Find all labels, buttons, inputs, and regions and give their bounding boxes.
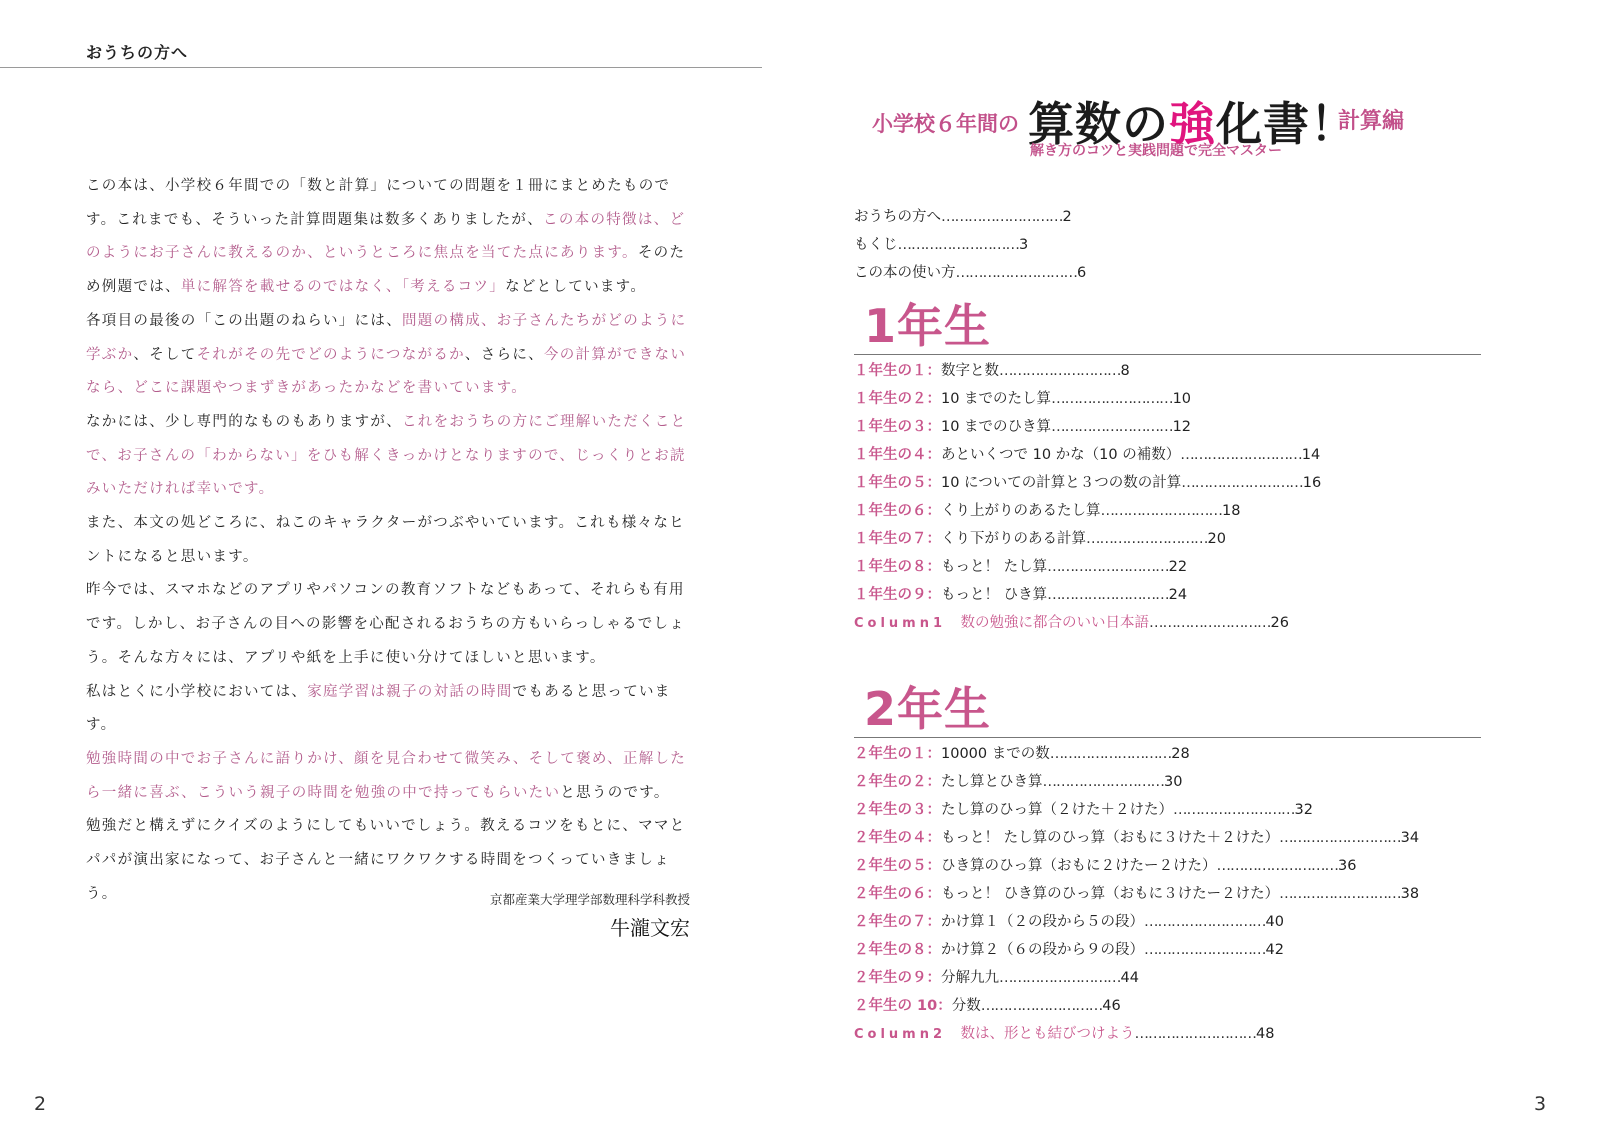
toc-entry-dots: ……………………… — [1144, 914, 1266, 930]
title-main-part2: 化書！ — [1216, 97, 1357, 151]
toc-entry — [854, 441, 1554, 469]
toc-column-title: 数は、形とも結びつけよう — [960, 1026, 1135, 1042]
toc-entry-title: もっと！ ひき算 — [941, 587, 1048, 603]
toc-column-label: Column2 — [854, 1027, 947, 1042]
toc-entry-title: あといくつで 10 かな（10 の補数） — [941, 447, 1181, 463]
toc-entry-page: 30 — [1164, 774, 1183, 790]
toc-entry-page: 38 — [1400, 886, 1420, 902]
toc-entry-dots: ……………………… — [1047, 587, 1169, 603]
toc-entry-dots: ……………………… — [1180, 447, 1302, 463]
toc-entry-dots: ……………………… — [999, 970, 1121, 986]
toc-entry-separator: ： — [926, 970, 941, 986]
toc-entry-label: ２年生の３ — [854, 802, 927, 818]
body-text-segment: 各項目の最後の「この出題のねらい」には、 — [86, 312, 402, 329]
toc-entry-page: 44 — [1120, 970, 1139, 986]
toc-entry-dots: ……………………… — [1086, 531, 1208, 547]
body-text-segment: 私はとくに小学校においては、 — [86, 683, 308, 700]
toc-entry — [854, 231, 1254, 259]
toc-entry-page: 2 — [1062, 209, 1072, 225]
toc-entry-dots: ……………………… — [941, 209, 1063, 225]
title-main-part1: 算数の — [1028, 97, 1169, 151]
toc-entry-dots: ……………………… — [1051, 419, 1173, 435]
toc-entry-dots: ……………………… — [1173, 802, 1295, 818]
toc-entry — [854, 880, 1554, 908]
toc-entry — [854, 259, 1254, 287]
toc-entry — [854, 385, 1554, 413]
toc-entry-page: 18 — [1222, 503, 1241, 519]
toc-entry-dots: ……………………… — [1216, 858, 1338, 874]
body-text-segment: 今の計算ができないなら、どこに課題やつまずきがあったかなどを書いています。 — [86, 346, 687, 397]
body-text-segment: 勉強時間の中でお子さんに語りかけ、顔を見合わせて微笑み、そして褒め、正解したら一緒に喜ぶ、こういう親子の時間を勉強の中で持ってもらいたい — [86, 750, 687, 801]
toc-entry-label: １年生の５ — [854, 475, 927, 491]
body-text-segment: 、さらに、 — [464, 346, 544, 363]
toc-intro-list — [854, 203, 1254, 287]
toc-entry-page: 32 — [1294, 802, 1313, 818]
body-text-segment: 家庭学習は親子の対話の時間 — [307, 683, 513, 700]
body-text-segment: これをおうちの方にご理解いただくことで、お子さんの「わからない」をひも解くきっかけとなりますので、じっくりとお読みいただければ幸いです。 — [86, 413, 687, 498]
toc-entry-title: この本の使い方 — [854, 265, 956, 281]
toc-entry-dots: ……………………… — [999, 363, 1121, 379]
book-title-block — [780, 78, 1600, 168]
title-suffix: 計算編 — [1338, 109, 1405, 134]
toc-entry-label: ２年生の５ — [854, 858, 927, 874]
body-text-segment: 勉強だと構えずにクイズのようにしてもいいでしょう。教えるコツをもとに、ママとパパが演出家になって、お子さんと一緒にワクワクする時間をつくっていきましょう。 — [86, 818, 686, 902]
body-text-segment: と思うのです。 — [560, 784, 670, 801]
toc-entry-separator: ： — [926, 746, 941, 762]
toc-entry-page: 36 — [1338, 858, 1357, 874]
toc-column-entry — [854, 1020, 1554, 1048]
toc-entry-dots: ……………………… — [1047, 559, 1169, 575]
toc-entry-page: 22 — [1168, 559, 1188, 575]
toc-entry-separator: ： — [926, 914, 941, 930]
toc-entry-separator: ： — [926, 587, 941, 603]
toc-column-label: Column1 — [854, 616, 947, 631]
body-text-segment: なかには、少し専門的なものもありますが、 — [86, 413, 402, 430]
toc-entry-separator: ： — [926, 503, 941, 519]
toc-entry-page: 3 — [1019, 237, 1029, 253]
toc-entry — [854, 796, 1554, 824]
toc-entry-page: 8 — [1120, 363, 1130, 379]
toc-entry-separator: ： — [926, 886, 941, 902]
body-text-segment: 昨今では、スマホなどのアプリやパソコンの教育ソフトなどもあって、それらも有用です。しかし、お子さんの目への影響を心配されるおうちの方もいらっしゃるでしょう。そんな方々には、アプリや紙を上手に使い分けてほしいと思います。 — [86, 582, 686, 666]
toc-entry-dots: ……………………… — [1279, 830, 1401, 846]
body-text-segment: そのため例題では、 — [86, 245, 686, 296]
page-number-right: 3 — [1534, 1093, 1547, 1115]
toc-entry-label: １年生の８ — [854, 559, 927, 575]
toc-entry-label: ２年生の２ — [854, 774, 927, 790]
toc-entry-dots: ……………………… — [1051, 391, 1173, 407]
title-prefix: 小学校６年間の — [872, 112, 1019, 136]
toc-entry-label: １年生の６ — [854, 503, 927, 519]
body-text-segment: この本は、小学校６年間での「数と計算」についての問題を１冊にまとめたものです。これまでも、そういった計算問題集は数多くありましたが、 — [86, 178, 671, 228]
toc-entry — [854, 203, 1254, 231]
toc-entry-title: たし算とひき算 — [941, 774, 1043, 790]
toc-entry — [854, 497, 1554, 525]
toc-entry-title: 10 までのひき算 — [941, 419, 1052, 435]
toc-entry — [854, 936, 1554, 964]
right-page — [780, 0, 1600, 1147]
toc-entry — [854, 740, 1554, 768]
toc-entry-separator: ： — [926, 774, 941, 790]
toc-entry-title: もっと！ たし算 — [941, 559, 1048, 575]
grade2-heading: 2年生 — [864, 682, 992, 736]
toc-entry-title: かけ算１（２の段から５の段） — [941, 914, 1144, 930]
toc-entry — [854, 768, 1554, 796]
toc-entry-title: くり上がりのあるたし算 — [941, 503, 1101, 519]
toc-entry-separator: ： — [926, 447, 941, 463]
toc-entry-label: ２年生の 10 — [854, 998, 938, 1014]
header-divider — [0, 67, 762, 68]
title-main-accent: 強 — [1169, 97, 1216, 151]
body-text-segment: この本の特徴は、どのようにお子さんに教えるのか、というところに焦点を当てた点にあります。 — [86, 211, 686, 262]
toc-entry-title: 分数 — [951, 998, 981, 1014]
toc-column-title: 数の勉強に都合のいい日本語 — [960, 615, 1150, 631]
toc-entry — [854, 553, 1554, 581]
toc-entry-separator: ： — [926, 802, 941, 818]
toc-entry-dots: ……………………… — [955, 265, 1077, 281]
toc-entry-page: 6 — [1077, 265, 1087, 281]
body-text-segment: などとしています。 — [505, 279, 647, 296]
toc-entry-dots: ……………………… — [897, 237, 1019, 253]
toc-entry-page: 14 — [1301, 447, 1321, 463]
toc-entry-dots: ……………………… — [1100, 503, 1222, 519]
toc-entry-separator: ： — [926, 830, 941, 846]
toc-entry-title: 数字と数 — [941, 363, 999, 379]
toc-entry-dots: ……………………… — [1149, 615, 1271, 631]
toc-entry-title: 10 についての計算と３つの数の計算 — [941, 475, 1182, 491]
toc-entry-page: 34 — [1400, 830, 1420, 846]
toc-entry-dots: ……………………… — [1181, 475, 1303, 491]
toc-entry-separator: ： — [926, 942, 941, 958]
toc-entry-title: 10 までのたし算 — [941, 391, 1052, 407]
body-text-segment: でもあると思っています。 — [86, 683, 671, 734]
toc-entry — [854, 852, 1554, 880]
toc-entry-dots: ……………………… — [1279, 886, 1401, 902]
toc-entry-page: 20 — [1207, 531, 1226, 547]
title-subtitle: 解き方のコツと実践問題で完全マスター — [1030, 143, 1282, 159]
toc-entry-title: くり下がりのある計算 — [941, 531, 1086, 547]
body-text-segment: 問題の構成、お子さんたちがどのように学ぶか — [86, 312, 687, 363]
page-number-left: 2 — [34, 1093, 47, 1115]
toc-entry-page: 16 — [1302, 475, 1322, 491]
toc-entry-title: おうちの方へ — [854, 209, 941, 225]
toc-entry-page: 26 — [1270, 615, 1289, 631]
toc-entry-separator: ： — [937, 998, 952, 1014]
toc-entry — [854, 357, 1554, 385]
toc-entry-dots: ……………………… — [1049, 746, 1172, 762]
toc-entry — [854, 908, 1554, 936]
toc-entry-title: もくじ — [854, 237, 898, 253]
toc-entry — [854, 964, 1554, 992]
toc-entry-title: ひき算のひっ算（おもに２けたー２けた） — [941, 858, 1217, 874]
toc-entry-title: 10000 までの数 — [941, 746, 1050, 762]
toc-entry-dots: ……………………… — [1144, 942, 1266, 958]
toc-entry-page: 46 — [1102, 998, 1121, 1014]
toc-entry-title: たし算のひっ算（２けた＋２けた） — [941, 802, 1173, 818]
body-text-segment: 、そして — [133, 346, 197, 363]
toc-entry-page: 10 — [1172, 391, 1192, 407]
toc-entry-label: ２年生の６ — [854, 886, 927, 902]
preface-body-text — [86, 170, 696, 911]
toc-entry-separator: ： — [926, 531, 941, 547]
toc-entry-separator: ： — [926, 858, 941, 874]
toc-entry-title: もっと！ たし算のひっ算（おもに３けた＋２けた） — [941, 830, 1280, 846]
toc-entry-separator: ： — [926, 559, 941, 575]
toc-entry-label: ２年生の８ — [854, 942, 927, 958]
toc-entry — [854, 992, 1554, 1020]
grade2-divider — [854, 737, 1481, 738]
grade1-heading: 1年生 — [864, 299, 992, 353]
left-page — [0, 0, 780, 1147]
toc-entry-title: 分解九九 — [941, 970, 999, 986]
toc-entry-label: １年生の３ — [854, 419, 927, 435]
toc-entry-label: １年生の９ — [854, 587, 927, 603]
body-text-segment: 単に解答を載せるのではなく、「考えるコツ」 — [180, 279, 506, 296]
toc-entry — [854, 413, 1554, 441]
toc-entry — [854, 824, 1554, 852]
toc-entry-page: 24 — [1168, 587, 1188, 603]
toc-entry-label: ２年生の１ — [854, 746, 927, 762]
toc-entry — [854, 525, 1554, 553]
toc-entry-page: 28 — [1171, 746, 1190, 762]
toc-entry-separator: ： — [926, 475, 941, 491]
toc-entry-label: ２年生の９ — [854, 970, 927, 986]
toc-entry-label: １年生の２ — [854, 391, 927, 407]
toc-entry-dots: ……………………… — [1134, 1026, 1257, 1042]
toc-entry-page: 42 — [1265, 942, 1284, 958]
toc-entry-title: もっと！ ひき算のひっ算（おもに３けたー２けた） — [941, 886, 1280, 902]
toc-entry-title: かけ算２（６の段から９の段） — [941, 942, 1144, 958]
body-text-segment: また、本文の処どころに、ねこのキャラクターがつぶやいています。これも様々なヒントになると思います。 — [86, 515, 685, 565]
author-name: 牛瀧文宏 — [610, 916, 690, 940]
toc-entry-page: 48 — [1256, 1026, 1275, 1042]
toc-entry-dots: ……………………… — [1042, 774, 1164, 790]
toc-entry — [854, 469, 1554, 497]
toc-entry-label: ２年生の７ — [854, 914, 927, 930]
author-affiliation: 京都産業大学理学部数理科学科教授 — [489, 892, 690, 907]
toc-entry — [854, 581, 1554, 609]
grade1-divider — [854, 354, 1481, 355]
toc-entry-label: ２年生の４ — [854, 830, 927, 846]
toc-entry-page: 12 — [1172, 419, 1192, 435]
grade2-toc-list — [854, 740, 1554, 1048]
body-text-segment: それがその先でどのようにつながるか — [196, 346, 465, 363]
page-header-title: おうちの方へ — [86, 43, 189, 62]
toc-entry-page: 40 — [1265, 914, 1284, 930]
toc-entry-label: １年生の７ — [854, 531, 927, 547]
grade1-toc-list — [854, 357, 1554, 637]
toc-entry-separator: ： — [926, 391, 941, 407]
toc-entry-separator: ： — [926, 363, 941, 379]
toc-entry-label: １年生の４ — [854, 447, 927, 463]
toc-entry-label: １年生の１ — [854, 363, 927, 379]
toc-column-entry — [854, 609, 1554, 637]
toc-entry-dots: ……………………… — [980, 998, 1103, 1014]
toc-entry-separator: ： — [926, 419, 941, 435]
